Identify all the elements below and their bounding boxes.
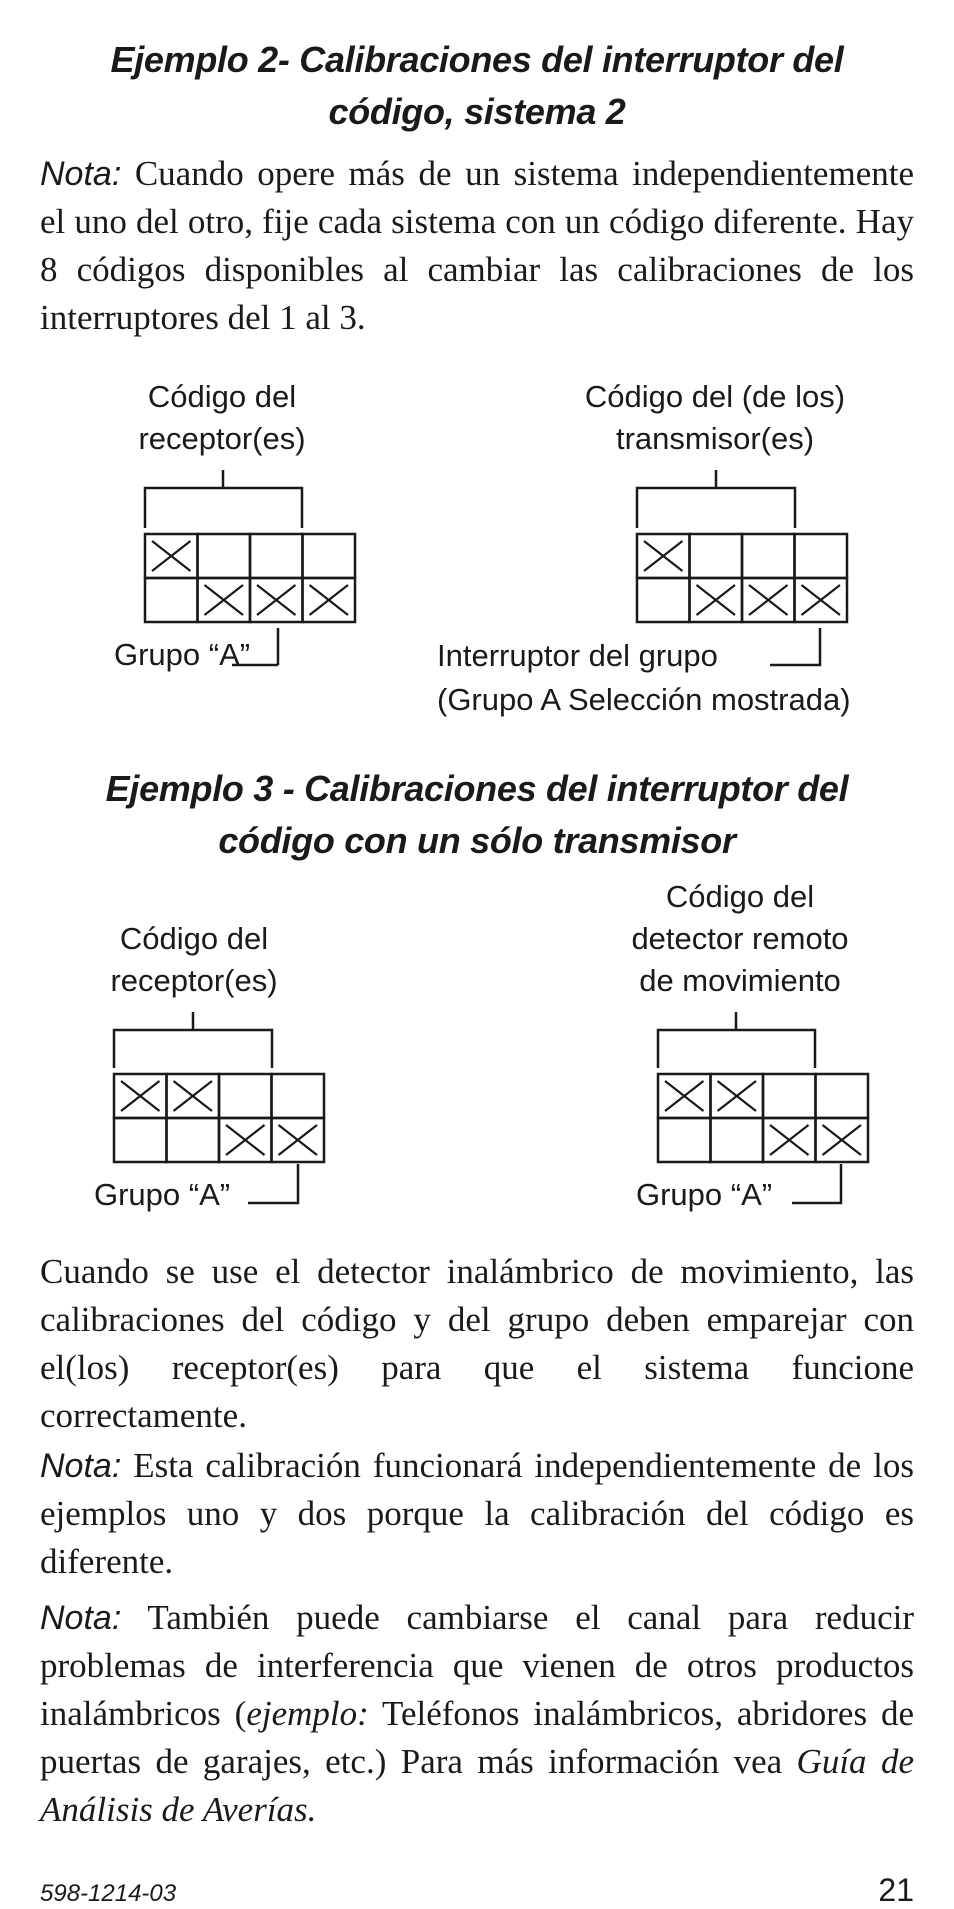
ex3-detector-switch-grid — [658, 1074, 868, 1162]
switch-x-mark — [152, 541, 191, 571]
switch-x-mark — [205, 585, 244, 615]
switch-cell — [303, 534, 356, 578]
switch-x-mark — [226, 1125, 265, 1155]
ex2-receiver-bracket — [145, 470, 302, 528]
switch-x-mark — [770, 1125, 809, 1155]
note3-example-label: ejemplo: — [246, 1694, 369, 1733]
note3-label: Nota: — [40, 1599, 122, 1637]
switch-cell — [198, 534, 251, 578]
ex2-receiver-label-line1: Código del — [147, 379, 297, 414]
ex2-transmitter-label-line2: transmisor(es) — [615, 421, 815, 456]
ex2-receiver-switch-grid — [145, 534, 355, 622]
example3-heading-line1: Ejemplo 3 - Calibraciones del interruptor del — [105, 768, 849, 809]
switch-cell — [250, 534, 303, 578]
switch-x-mark — [823, 1125, 862, 1155]
ex2-group-switch-line1: Interruptor del grupo — [437, 638, 718, 673]
wireless-detector-paragraph: Cuando se use el detector inalámbrico de movimiento, las calibraciones del código y del grupo deben emparejar con el(los) receptor(es) para que el sistema funcione correctamente. — [40, 1252, 914, 1435]
ex2-receiver-label-line2: receptor(es) — [138, 421, 306, 456]
ex2-transmitter-label-line1: Código del (de los) — [584, 379, 846, 414]
ex3-receiver-group-leader — [248, 1164, 298, 1203]
note3-text-b: Teléfonos inalámbricos, abridores de puertas de garajes, etc.) Para más información vea — [40, 1694, 914, 1781]
switch-cell — [219, 1074, 272, 1118]
note-text: Cuando opere más de un sistema independientemente el uno del otro, fije cada sistema con un código diferente. Hay 8 códigos disponibles al cambiar las calibraciones de los interruptores del 1 al 3. — [40, 154, 914, 337]
switch-x-mark — [697, 585, 736, 615]
switch-cell — [816, 1074, 869, 1118]
switch-x-mark — [279, 1125, 318, 1155]
note-label: Nota: — [40, 155, 122, 193]
switch-x-mark — [257, 585, 296, 615]
page-number: 21 — [878, 1872, 914, 1908]
switch-cell — [763, 1074, 816, 1118]
ex3-detector-label-line3: de movimiento — [639, 963, 841, 998]
ex2-group-switch-line2: (Grupo A Selección mostrada) — [437, 682, 851, 717]
note3-text-a: También puede cambiarse el canal para reducir problemas de interferencia que vienen de otros productos inalámbricos ( — [40, 1598, 914, 1733]
switch-cell — [167, 1118, 220, 1162]
switch-cell — [690, 534, 743, 578]
ex3-detector-group-label: Grupo “A” — [636, 1177, 773, 1212]
ex3-detector-group-leader — [792, 1164, 841, 1203]
ex2-transmitter-group-leader — [770, 628, 820, 665]
troubleshooting-guide-reference: Guía de Análisis de Averías. — [40, 1742, 914, 1829]
ex2-receiver-group-label: Grupo “A” — [114, 637, 251, 672]
ex3-receiver-bracket — [114, 1012, 272, 1068]
ex3-receiver-label-line2: receptor(es) — [110, 963, 278, 998]
ex3-detector-bracket — [658, 1012, 815, 1068]
switch-x-mark — [718, 1081, 757, 1111]
switch-cell — [145, 578, 198, 622]
ex3-receiver-switch-grid — [114, 1074, 324, 1162]
example2-heading-line2: código, sistema 2 — [328, 91, 626, 132]
document-code: 598-1214-03 — [40, 1880, 177, 1907]
switch-cell — [658, 1118, 711, 1162]
ex2-transmitter-bracket — [637, 470, 795, 528]
switch-x-mark — [121, 1081, 160, 1111]
ex3-receiver-group-label: Grupo “A” — [94, 1177, 231, 1212]
switch-x-mark — [174, 1081, 213, 1111]
example2-heading-line1: Ejemplo 2- Calibraciones del interruptor del — [110, 39, 844, 80]
note2-label: Nota: — [40, 1447, 122, 1485]
ex2-receiver-group-leader — [232, 628, 278, 665]
switch-x-mark — [310, 585, 349, 615]
switch-cell — [272, 1074, 325, 1118]
switch-x-mark — [665, 1081, 704, 1111]
ex2-transmitter-switch-grid — [637, 534, 847, 622]
note-3 — [40, 1594, 914, 1834]
switch-x-mark — [802, 585, 841, 615]
switch-cell — [711, 1118, 764, 1162]
switch-cell — [742, 534, 795, 578]
switch-cell — [795, 534, 848, 578]
note-2 — [40, 1442, 914, 1586]
ex3-receiver-label-line1: Código del — [119, 921, 269, 956]
ex3-detector-label-line1: Código del — [665, 879, 815, 914]
switch-x-mark — [644, 541, 683, 571]
ex3-detector-label-line2: detector remoto — [631, 921, 849, 956]
switch-cell — [637, 578, 690, 622]
note2-text: Esta calibración funcionará independientemente de los ejemplos uno y dos porque la calibración del código es diferente. — [40, 1446, 914, 1581]
switch-cell — [114, 1118, 167, 1162]
switch-x-mark — [749, 585, 788, 615]
example3-heading-line2: código con un sólo transmisor — [218, 820, 736, 861]
